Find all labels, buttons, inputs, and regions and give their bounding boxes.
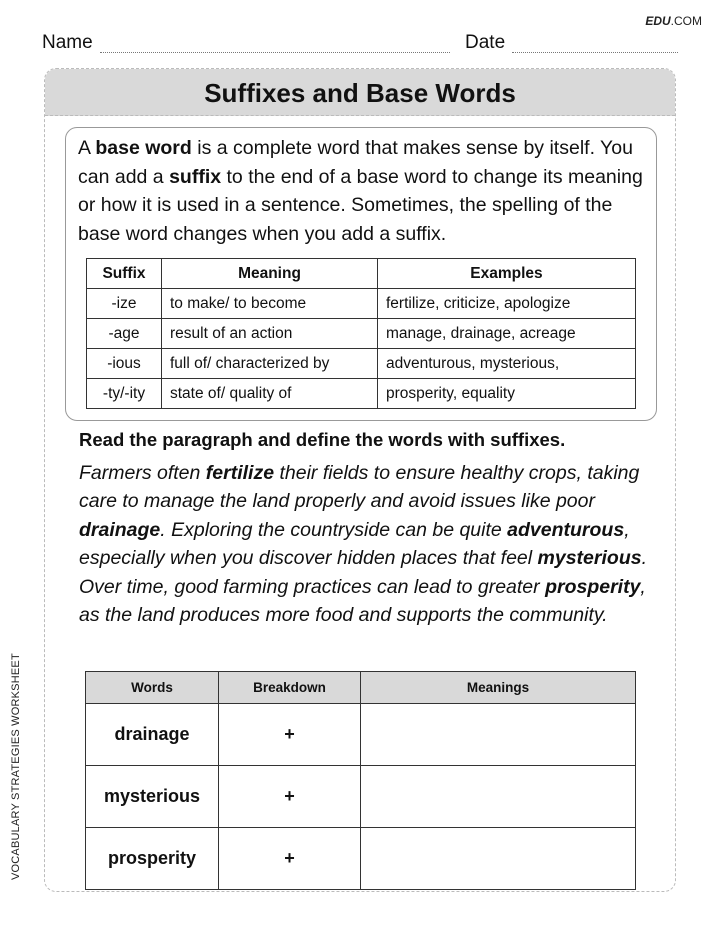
column-header: Meaning xyxy=(162,259,378,289)
info-box xyxy=(65,127,657,421)
suffix-cell: -ious xyxy=(87,349,162,379)
name-label: Name xyxy=(42,32,93,53)
examples-cell: adventurous, mysterious, xyxy=(378,349,636,379)
worksheet-frame xyxy=(44,68,676,892)
meaning-answer-cell[interactable] xyxy=(361,704,636,766)
name-date-row xyxy=(42,32,678,56)
meaning-answer-cell[interactable] xyxy=(361,766,636,828)
date-label: Date xyxy=(465,32,506,53)
suffix-cell: -ize xyxy=(87,289,162,319)
name-line[interactable] xyxy=(100,52,450,53)
meaning-answer-cell[interactable] xyxy=(361,828,636,890)
intro-text: A base word is a complete word that makes sense by itself. You can add a suffix to the end of a base word to change its meaning or how it is used in a sentence. Sometimes, the spelling of the base word changes when you add a suffix. xyxy=(78,137,643,245)
table-row xyxy=(86,766,636,828)
table-row xyxy=(86,704,636,766)
meaning-cell: result of an action xyxy=(162,319,378,349)
meaning-cell: full of/ characterized by xyxy=(162,349,378,379)
instruction: Read the paragraph and define the words with suffixes. xyxy=(79,429,566,450)
column-header: Suffix xyxy=(87,259,162,289)
table-row xyxy=(87,379,636,409)
table-row xyxy=(87,349,636,379)
table-row xyxy=(86,828,636,890)
table-row xyxy=(87,319,636,349)
examples-cell: manage, drainage, acreage xyxy=(378,319,636,349)
reading-paragraph: Farmers often fertilize their fields to ensure healthy crops, taking care to manage the land properly and avoid issues like poor drainage. Exploring the countryside can be quite adventurous, especially when you discover hidden places that feel mysterious. Over time, good farming practices can lead to greater prosperity, as the land produces more food and supports the community. xyxy=(79,462,647,627)
column-header: Words xyxy=(86,672,219,704)
breakdown-cell[interactable]: + xyxy=(219,766,361,828)
column-header: Examples xyxy=(378,259,636,289)
suffix-cell: -ty/-ity xyxy=(87,379,162,409)
table-row xyxy=(87,289,636,319)
breakdown-cell[interactable]: + xyxy=(219,828,361,890)
date-line[interactable] xyxy=(512,52,678,53)
side-label: VOCABULARY STRATEGIES WORKSHEET xyxy=(10,653,22,880)
column-header: Meanings xyxy=(361,672,636,704)
suffix-table xyxy=(86,258,636,409)
word-cell: mysterious xyxy=(86,766,219,828)
meaning-cell: to make/ to become xyxy=(162,289,378,319)
brand-logo: EDU.COM xyxy=(645,14,702,28)
examples-cell: prosperity, equality xyxy=(378,379,636,409)
meaning-cell: state of/ quality of xyxy=(162,379,378,409)
breakdown-cell[interactable]: + xyxy=(219,704,361,766)
worksheet-title: Suffixes and Base Words xyxy=(45,69,675,116)
word-cell: drainage xyxy=(86,704,219,766)
examples-cell: fertilize, criticize, apologize xyxy=(378,289,636,319)
words-table xyxy=(85,671,636,890)
column-header: Breakdown xyxy=(219,672,361,704)
suffix-cell: -age xyxy=(87,319,162,349)
word-cell: prosperity xyxy=(86,828,219,890)
